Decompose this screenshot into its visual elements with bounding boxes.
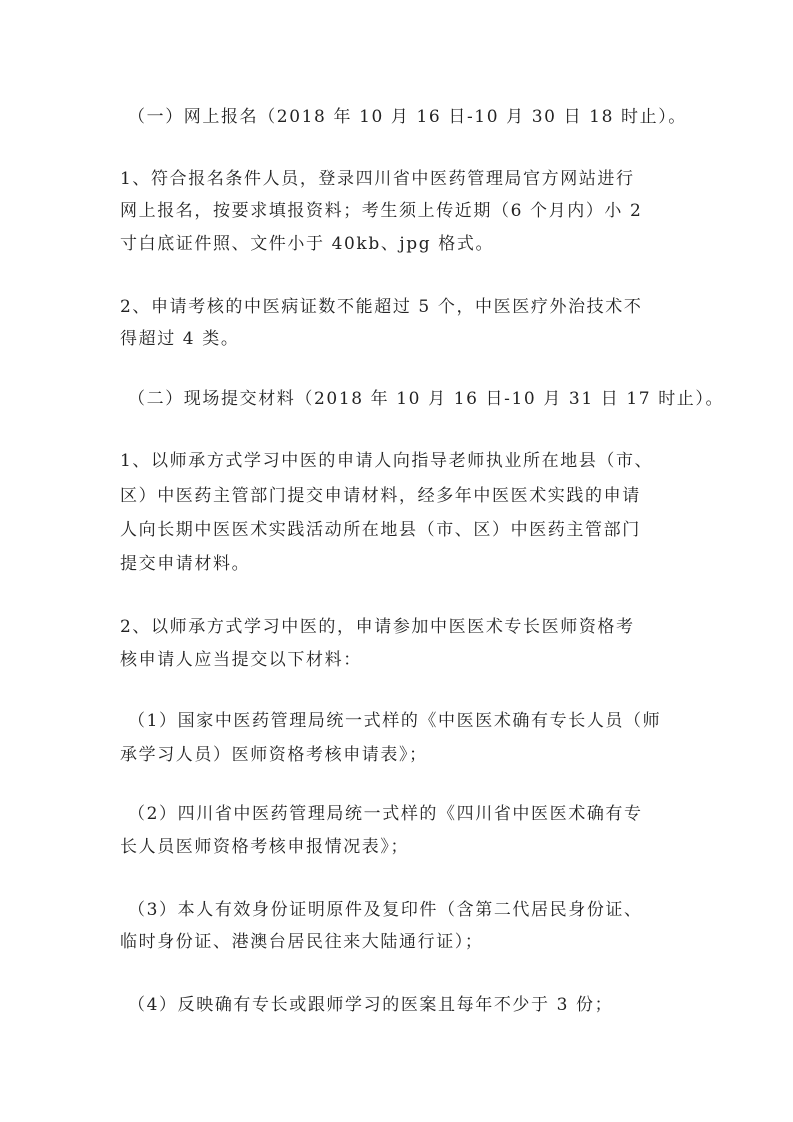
list-item-line: 长人员医师资格考核申报情况表》； <box>120 837 410 857</box>
paragraph-line: 寸白底证件照、文件小于 40kb、jpg 格式。 <box>120 234 495 254</box>
list-item-line: 承学习人员）医师资格考核申请表》； <box>120 745 428 765</box>
paragraph-line: 得超过 4 类。 <box>120 329 240 349</box>
paragraph-line: 区）中医药主管部门提交申请材料，经多年中医医术实践的申请 <box>120 486 641 506</box>
paragraph-line: 提交申请材料。 <box>120 554 251 574</box>
section-heading-onsite-submission: （二）现场提交材料（2018 年 10 月 16 日-10 月 31 日 17 时止）。 <box>128 389 725 409</box>
list-item-line: （4）反映确有专长或跟师学习的医案且每年不少于 3 份； <box>128 995 614 1015</box>
paragraph-line: 1、符合报名条件人员，登录四川省中医药管理局官方网站进行 <box>120 169 635 189</box>
paragraph-line: 网上报名，按要求填报资料；考生须上传近期（6 个月内）小 2 <box>120 201 643 221</box>
section-heading-online-registration: （一）网上报名（2018 年 10 月 16 日-10 月 30 日 18 时止）。 <box>128 107 687 127</box>
paragraph-line: 人向长期中医医术实践活动所在地县（市、区）中医药主管部门 <box>120 520 641 540</box>
list-item-line: （1）国家中医药管理局统一式样的《中医医术确有专长人员（师 <box>128 711 662 731</box>
list-item-line: （2）四川省中医药管理局统一式样的《四川省中医医术确有专 <box>128 804 643 824</box>
paragraph-line: 1、以师承方式学习中医的申请人向指导老师执业所在地县（市、 <box>120 451 654 471</box>
paragraph-line: 2、以师承方式学习中医的，申请参加中医医术专长医师资格考 <box>120 617 635 637</box>
list-item-line: （3）本人有效身份证明原件及复印件（含第二代居民身份证、 <box>128 900 643 920</box>
paragraph-line: 核申请人应当提交以下材料： <box>120 650 362 670</box>
list-item-line: 临时身份证、港澳台居民往来大陆通行证）； <box>120 932 484 952</box>
paragraph-line: 2、申请考核的中医病证数不能超过 5 个，中医医疗外治技术不 <box>120 297 643 317</box>
